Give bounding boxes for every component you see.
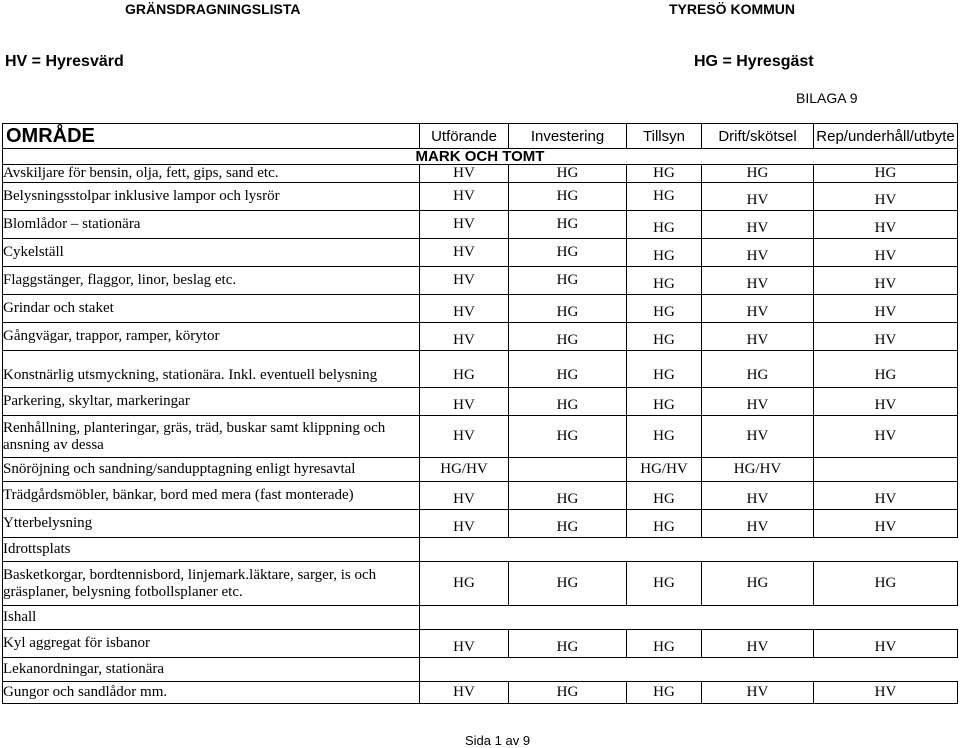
value-cell: HV (420, 323, 509, 351)
value-cell: HG (702, 165, 814, 183)
value-cell: HV (702, 239, 814, 267)
value-cell: HG (627, 388, 702, 416)
value-cell: HG (509, 510, 627, 538)
column-header: Investering (509, 124, 627, 149)
value-cell: HG (509, 239, 627, 267)
value-cell: HG (509, 562, 627, 606)
value-cell: HG (627, 351, 702, 388)
municipality-name: TYRESÖ KOMMUN (669, 1, 795, 17)
value-cell: HV (420, 239, 509, 267)
value-cell: HG (509, 267, 627, 295)
table-row (3, 295, 958, 323)
row-label: Flaggstänger, flaggor, linor, beslag etc. (3, 267, 420, 295)
value-cell: HG (627, 630, 702, 658)
value-cell: HV (702, 630, 814, 658)
column-header: Rep/underhåll/utbyte (814, 124, 958, 149)
value-cell: HV (814, 630, 958, 658)
table-header-row (3, 124, 958, 149)
value-cell: HV (420, 183, 509, 211)
row-label: Gungor och sandlådor mm. (3, 682, 420, 704)
value-cell: HV (814, 295, 958, 323)
value-cell: HG/HV (420, 458, 509, 482)
legend-hg: HG = Hyresgäst (694, 53, 814, 70)
value-cell: HV (702, 295, 814, 323)
table-row (3, 165, 958, 183)
value-cell: HV (814, 267, 958, 295)
value-cell: HG (420, 351, 509, 388)
value-cell (814, 458, 958, 482)
document-title: GRÄNSDRAGNINGSLISTA (125, 1, 301, 17)
value-cell: HG (509, 323, 627, 351)
table-row (3, 183, 958, 211)
value-cell: HV (420, 510, 509, 538)
column-header: Drift/skötsel (702, 124, 814, 149)
value-cell: HG (627, 165, 702, 183)
value-cell: HV (702, 267, 814, 295)
row-label: Parkering, skyltar, markeringar (3, 388, 420, 416)
value-cell: HG (627, 267, 702, 295)
value-cell: HG (627, 295, 702, 323)
value-cell: HG (509, 295, 627, 323)
appendix-label: BILAGA 9 (796, 90, 858, 106)
column-header: Tillsyn (627, 124, 702, 149)
table-row (3, 630, 958, 658)
value-cell: HG (627, 510, 702, 538)
value-cell: HV (702, 682, 814, 704)
value-cell: HG (814, 562, 958, 606)
value-cell: HV (420, 388, 509, 416)
subsection-title-ishall: Ishall (3, 606, 420, 630)
value-cell: HG (509, 165, 627, 183)
value-cell: HV (420, 295, 509, 323)
value-cell: HG (702, 351, 814, 388)
table-row (3, 416, 958, 458)
value-cell: HV (814, 482, 958, 510)
subsection-row (3, 538, 958, 562)
responsibility-table (2, 123, 958, 704)
row-label: Cykelställ (3, 239, 420, 267)
value-cell: HV (702, 482, 814, 510)
table-row (3, 562, 958, 606)
table-row (3, 510, 958, 538)
value-cell: HG (420, 562, 509, 606)
section-title-row (3, 149, 958, 165)
table-row (3, 239, 958, 267)
value-cell: HV (420, 630, 509, 658)
table-row (3, 682, 958, 704)
value-cell: HG (627, 211, 702, 239)
value-cell: HG (509, 183, 627, 211)
value-cell: HV (814, 239, 958, 267)
row-label: Gångvägar, trappor, ramper, körytor (3, 323, 420, 351)
row-label: Snöröjning och sandning/sandupptagning enligt hyresavtal (3, 458, 420, 482)
row-label: Belysningsstolpar inklusive lampor och lysrör (3, 183, 420, 211)
table-row (3, 458, 958, 482)
value-cell: HV (702, 416, 814, 458)
table-row (3, 482, 958, 510)
value-cell: HV (814, 323, 958, 351)
section-title: MARK OCH TOMT (3, 149, 958, 165)
page-number: Sida 1 av 9 (465, 733, 531, 748)
row-label: Blomlådor – stationära (3, 211, 420, 239)
value-cell: HV (420, 267, 509, 295)
value-cell: HV (702, 323, 814, 351)
value-cell (509, 458, 627, 482)
value-cell: HG (627, 562, 702, 606)
value-cell: HG (814, 351, 958, 388)
value-cell: HV (702, 388, 814, 416)
row-label: Ytterbelysning (3, 510, 420, 538)
row-label: Grindar och staket (3, 295, 420, 323)
table-row (3, 323, 958, 351)
row-label: Renhållning, planteringar, gräs, träd, buskar samt klippning och ansning av dessa (3, 416, 420, 458)
value-cell: HG (627, 682, 702, 704)
value-cell: HG (509, 682, 627, 704)
value-cell: HV (702, 211, 814, 239)
value-cell: HG/HV (627, 458, 702, 482)
value-cell: HG (627, 239, 702, 267)
row-label: Konstnärlig utsmyckning, stationära. Inkl. eventuell belysning (3, 351, 420, 388)
value-cell: HG (814, 165, 958, 183)
value-cell: HG/HV (702, 458, 814, 482)
subsection-title-idrottsplats: Idrottsplats (3, 538, 420, 562)
subsection-title-lekanordningar: Lekanordningar, stationära (3, 658, 420, 682)
value-cell: HV (420, 416, 509, 458)
value-cell: HV (420, 165, 509, 183)
column-header: Utförande (420, 124, 509, 149)
value-cell: HG (627, 482, 702, 510)
value-cell: HG (509, 482, 627, 510)
value-cell: HV (702, 183, 814, 211)
table-row (3, 267, 958, 295)
value-cell: HG (509, 211, 627, 239)
value-cell: HV (420, 482, 509, 510)
value-cell: HG (509, 630, 627, 658)
table-row (3, 211, 958, 239)
table-row (3, 351, 958, 388)
value-cell: HV (702, 510, 814, 538)
row-label: Basketkorgar, bordtennisbord, linjemark.läktare, sarger, is och gräsplaner, belysning fotbollsplaner etc. (3, 562, 420, 606)
subsection-row (3, 606, 958, 630)
value-cell: HG (509, 416, 627, 458)
area-column-header: OMRÅDE (3, 124, 420, 149)
legend-hv: HV = Hyresvärd (5, 53, 124, 70)
value-cell: HV (814, 416, 958, 458)
value-cell: HV (420, 211, 509, 239)
value-cell: HG (627, 183, 702, 211)
value-cell: HV (814, 388, 958, 416)
value-cell: HG (627, 323, 702, 351)
value-cell: HG (509, 388, 627, 416)
row-label: Avskiljare för bensin, olja, fett, gips, sand etc. (3, 165, 420, 183)
value-cell: HV (420, 682, 509, 704)
value-cell: HG (509, 351, 627, 388)
value-cell: HG (702, 562, 814, 606)
value-cell: HG (627, 416, 702, 458)
table-row (3, 388, 958, 416)
value-cell: HV (814, 211, 958, 239)
subsection-row (3, 658, 958, 682)
row-label: Trädgårdsmöbler, bänkar, bord med mera (fast monterade) (3, 482, 420, 510)
value-cell: HV (814, 510, 958, 538)
row-label: Kyl aggregat för isbanor (3, 630, 420, 658)
value-cell: HV (814, 183, 958, 211)
value-cell: HV (814, 682, 958, 704)
